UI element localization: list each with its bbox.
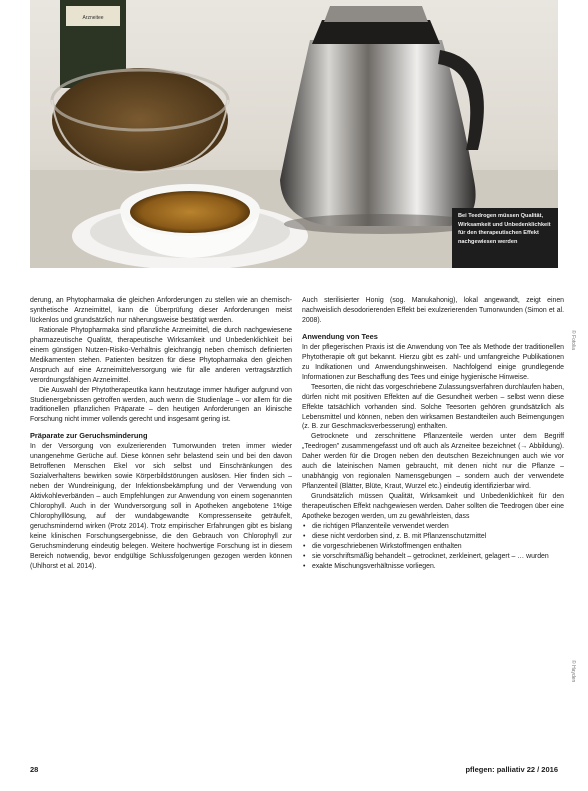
list-item: • sie vorschriftsmäßig behandelt – getrocknet, zerkleinert, gelagert – … wurden <box>312 552 564 562</box>
thermos-kettle <box>280 6 484 234</box>
list-item: • exakte Mischungsverhältnisse vorliegen. <box>312 562 564 572</box>
tea-leaves-bowl <box>52 68 228 172</box>
photo-caption-box <box>452 208 558 268</box>
list-item: • die vorgeschriebenen Wirkstoffmengen enthalten <box>312 542 564 552</box>
bullet-list <box>302 522 564 572</box>
right-column <box>302 296 564 572</box>
paragraph: Teesorten, die nicht das vorgeschriebene Zulassungsverfahren durchlaufen haben, dürfen nicht mit positiven Effekten auf die Gesundheit werben – selbst wenn diese Effekte tatsächlich vorhanden sind. Solche Teesorten gehören grundsätzlich als Lebensmittel und können, neben den wirksamen Bestandteilen auch Beimengungen (z. B. zur Geschmacksverbesserung) enthalten. <box>302 383 564 431</box>
list-item: • die richtigen Pflanzenteile verwendet werden <box>312 522 564 532</box>
photo-credit: © Hayden <box>570 660 576 683</box>
left-column <box>30 296 292 572</box>
photo-caption: Bei Teedrogen müssen Qualität, Wirksamkeit und Unbedenklichkeit für den therapeutischen Effekt nachgewiesen werden <box>458 213 551 245</box>
photo-credit: © Fotolia <box>570 330 576 351</box>
page-number: 28 <box>30 765 39 774</box>
paragraph: derung, an Phytopharmaka die gleichen Anforderungen zu stellen wie an chemisch-synthetische Arzneimittel, kann die Überprüfung dieser Anforderungen meist lückenlos und grundsätzlich nur näherungsweise bestätigt werden. <box>30 297 292 324</box>
paragraph: Getrocknete und zerschnittene Pflanzenteile werden unter dem Begriff „Teedrogen" zusammengefasst und oft auch als Arzneitee bezeichnet (→ Abbildung). Daher werden für die Drogen neben den deutschen Bezeichnungen auch wie vor auch die lateinischen Namen gebraucht, mit denen nicht nur die Pflanze – unabhängig von regionalen Namensgebungen – sondern auch der verwendete Pflanzenteil (Blätter, Blüte, Kraut, Wurzel etc.) eindeutig identifizierbar wird. <box>302 433 564 491</box>
paragraph: In der Versorgung von exulzerierenden Tumorwunden treten immer wieder unangenehme Gerüche auf. Diese können sehr belastend sein und bei den davon Betroffenen Menschen Ekel vor sich selbst und Einschränkungen des Sozialverhaltens bewirken sowie Körperbildstörungen auslösen. Hier finden sich – neben der Wundreinigung, der Infektionsbekämpfung und der Verwendung von Aktivkohleverbänden – auch Empfehlungen zur Anwendung von einem sogenannten Chlorophyll. Auch in der Wundversorgung soll in Apotheken angebotene 1%ige Chlorophylllösung, auf der wundabgewandte Kompressenseite geträufelt, geruchsmindernd wirken (Protz 2014). Trotz empirischer Erfahrungen gibt es bislang keine klinischen Forschungsergebnisse, die den Gebrauch von Chlorophyll zur Geruchsminderung eindeutig belegen. Weitere hochwertige Forschung ist in diesem Bereich notwendig, bevor endgültige Schlussfolgerungen gezogen werden können (Uhlhorst et al. 2014). <box>30 443 292 570</box>
journal-footer: pflegen: palliativ 22 / 2016 <box>465 765 558 774</box>
paragraph: Auch sterilisierter Honig (sog. Manukahonig), lokal angewandt, zeigt einen nachweislich desodorierenden Effekt bei exulzerierenden Tumorwunden (Simon et al. 2008). <box>302 297 564 324</box>
paragraph: Grundsätzlich müssen Qualität, Wirksamkeit und Unbedenklichkeit für den therapeutischen Effekt nachgewiesen werden. Daher sollten die Teedrogen über eine Apotheke bezogen werden, um zu gewährleisten, dass <box>302 493 564 521</box>
paragraph: Die Auswahl der Phytotherapeutika kann heutzutage immer häufiger aufgrund von Studienergebnissen getroffen werden, auch wenn die Studienlage – vor allem für die traditionellen pflanzlichen Präparate – den heutigen Anforderungen an klinische Forschung nicht immer vollends gerecht und insgesamt gering ist. <box>30 386 292 424</box>
paragraph: In der pflegerischen Praxis ist die Anwendung von Tee als Methode der traditionellen Phytotherapie oft gut bekannt. Hierzu gibt es zahl- und umfangreiche Publikationen zu Indikationen und Anwendungshinweisen. Nachfolgend einige grundlegende Informationen zur Beschaffung des Tees und einige hygienische Hinweise. <box>302 343 564 381</box>
section-heading: Anwendung von Tees <box>302 331 378 341</box>
list-item: • diese nicht verdorben sind, z. B. mit Pflanzenschutzmittel <box>312 532 564 542</box>
paragraph: Rationale Phytopharmaka sind pflanzliche Arzneimittel, die durch nachgewiesene pharmazeutische Qualität, therapeutische Wirksamkeit und Unbedenklichkeit bei einem günstigen Nutzen-Risiko-Verhältnis gleichrangig neben chemisch definierten Medikamenten stehen. Patienten besitzen für diese Phytopharmaka den gleichen Anspruch auf eine Arzneimittelversorgung wie für alle anderen vertragsärztlich verordnungsfähigen Arzneimittel. <box>30 326 292 384</box>
section-heading: Präparate zur Geruchsminderung <box>30 431 148 441</box>
svg-text:Arzneitee: Arzneitee <box>82 15 104 21</box>
